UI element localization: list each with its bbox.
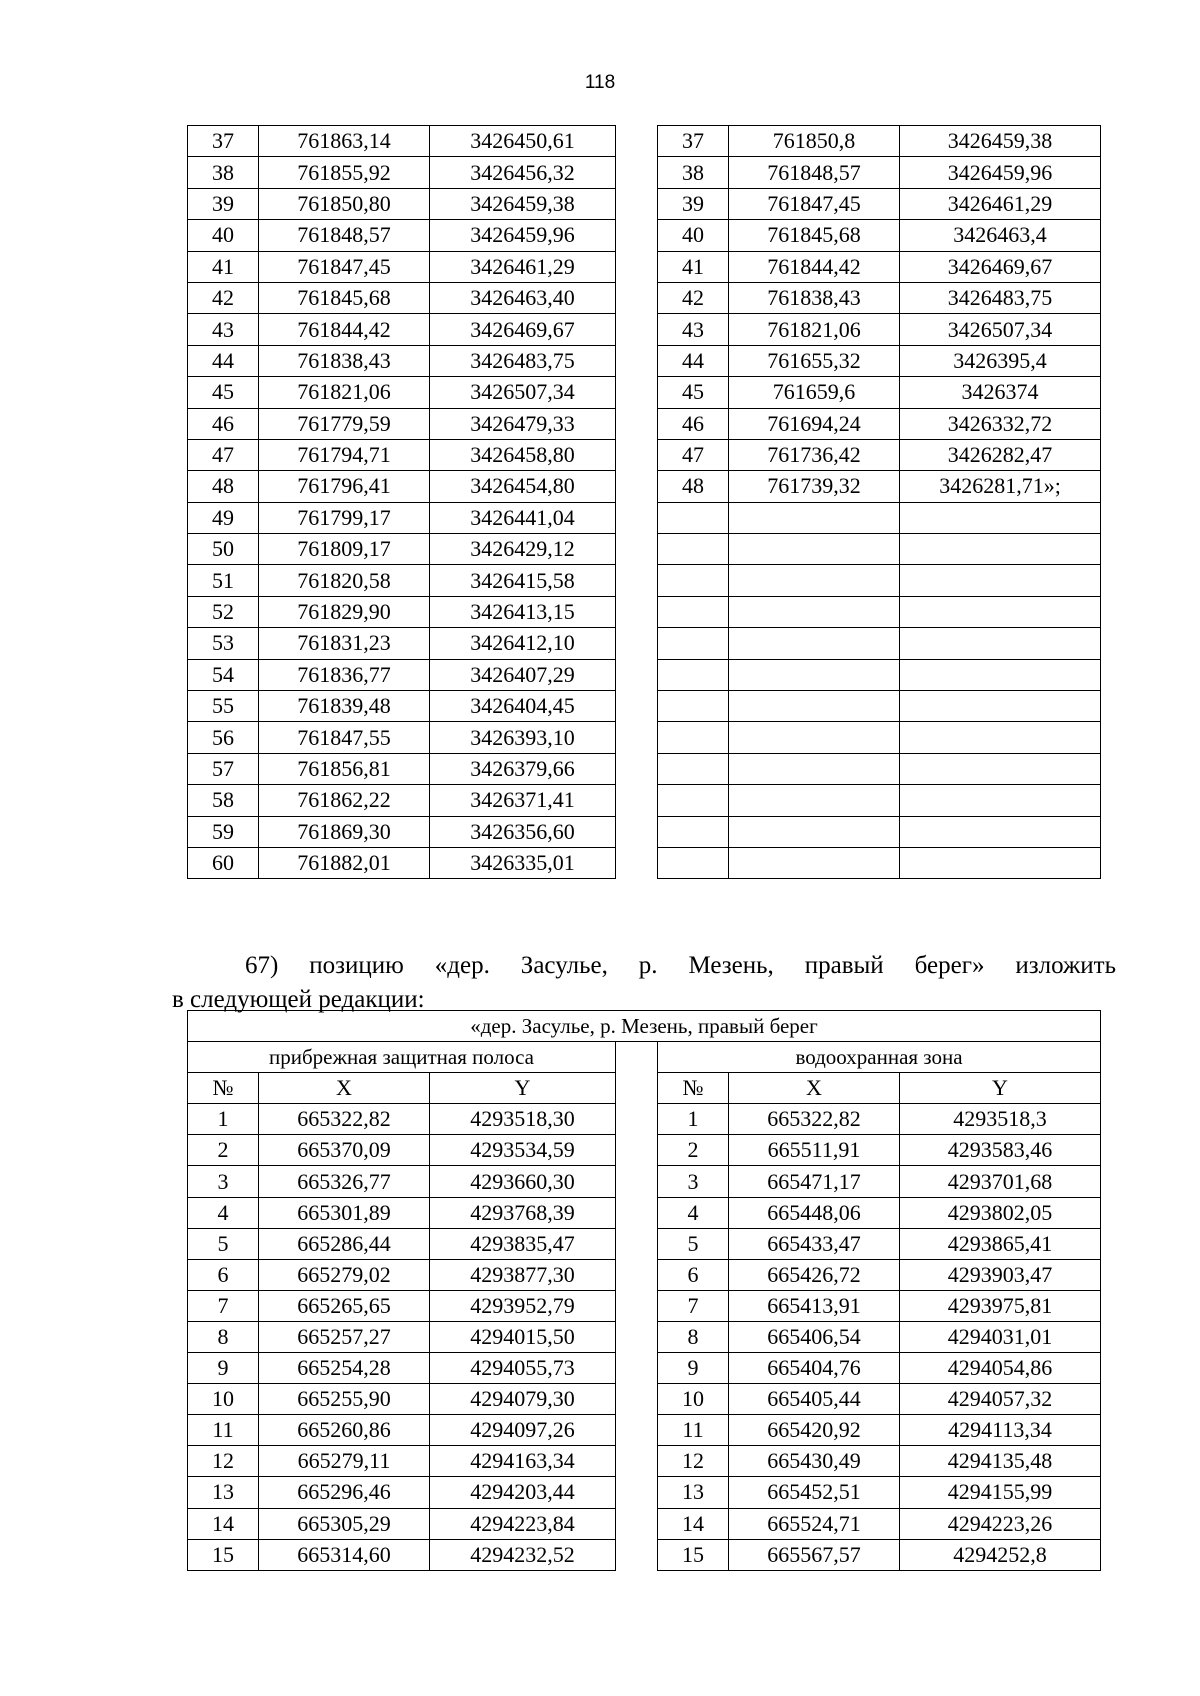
y-coordinate-cell — [900, 691, 1101, 722]
y-coordinate-cell: 4294135,48 — [900, 1446, 1101, 1477]
point-number-cell: 58 — [188, 785, 259, 816]
point-number-cell — [658, 502, 729, 533]
y-coordinate-cell — [900, 628, 1101, 659]
point-number-cell: 6 — [188, 1259, 259, 1290]
point-number-cell — [658, 753, 729, 784]
x-coordinate-cell: 665405,44 — [729, 1384, 900, 1415]
point-number-cell: 44 — [658, 345, 729, 376]
y-coordinate-cell: 3426479,33 — [430, 408, 616, 439]
x-coordinate-cell: 761736,42 — [729, 439, 900, 470]
x-coordinate-cell: 761829,90 — [259, 596, 430, 627]
point-number-cell — [658, 722, 729, 753]
y-coordinate-cell: 3426459,96 — [900, 157, 1101, 188]
point-number-cell: 6 — [658, 1259, 729, 1290]
column-header-number: № — [658, 1073, 729, 1104]
x-coordinate-cell: 665370,09 — [259, 1135, 430, 1166]
y-coordinate-cell: 3426282,47 — [900, 439, 1101, 470]
point-number-cell: 13 — [658, 1477, 729, 1508]
amendment-paragraph-line1: 67) позицию «дер. Засулье, р. Мезень, правый берег» изложить — [245, 952, 1116, 979]
y-coordinate-cell: 3426461,29 — [430, 251, 616, 282]
point-number-cell: 5 — [658, 1228, 729, 1259]
y-coordinate-cell: 4294223,26 — [900, 1508, 1101, 1539]
point-number-cell: 39 — [658, 188, 729, 219]
y-coordinate-cell: 3426483,75 — [430, 345, 616, 376]
x-coordinate-cell — [729, 596, 900, 627]
table-title: «дер. Засулье, р. Мезень, правый берег — [188, 1011, 1101, 1042]
point-number-cell — [658, 596, 729, 627]
y-coordinate-cell: 3426415,58 — [430, 565, 616, 596]
point-number-cell: 8 — [188, 1321, 259, 1352]
x-coordinate-cell: 665433,47 — [729, 1228, 900, 1259]
x-coordinate-cell: 761796,41 — [259, 471, 430, 502]
point-number-cell: 8 — [658, 1321, 729, 1352]
x-coordinate-cell: 665524,71 — [729, 1508, 900, 1539]
point-number-cell: 4 — [658, 1197, 729, 1228]
y-coordinate-cell: 4294054,86 — [900, 1353, 1101, 1384]
point-number-cell: 1 — [658, 1104, 729, 1135]
point-number-cell — [658, 691, 729, 722]
y-coordinate-cell: 3426429,12 — [430, 534, 616, 565]
point-number-cell: 11 — [658, 1415, 729, 1446]
column-header-y: Y — [430, 1073, 616, 1104]
point-number-cell: 42 — [188, 282, 259, 313]
x-coordinate-cell: 761847,45 — [259, 251, 430, 282]
x-coordinate-cell: 665511,91 — [729, 1135, 900, 1166]
point-number-cell: 38 — [658, 157, 729, 188]
point-number-cell: 40 — [658, 220, 729, 251]
point-number-cell: 49 — [188, 502, 259, 533]
section-header-coastal-strip: прибрежная защитная полоса — [188, 1042, 616, 1073]
x-coordinate-cell: 761869,30 — [259, 816, 430, 847]
point-number-cell: 46 — [658, 408, 729, 439]
point-number-cell: 3 — [188, 1166, 259, 1197]
x-coordinate-cell: 761848,57 — [259, 220, 430, 251]
point-number-cell: 37 — [658, 126, 729, 157]
x-coordinate-cell: 761850,80 — [259, 188, 430, 219]
amendment-paragraph-line2: в следующей редакции: — [172, 986, 425, 1013]
column-gap — [616, 1042, 658, 1571]
x-coordinate-cell: 665265,65 — [259, 1290, 430, 1321]
y-coordinate-cell — [900, 502, 1101, 533]
x-coordinate-cell: 665279,11 — [259, 1446, 430, 1477]
y-coordinate-cell: 4294223,84 — [430, 1508, 616, 1539]
y-coordinate-cell: 3426463,40 — [430, 282, 616, 313]
x-coordinate-cell — [729, 628, 900, 659]
y-coordinate-cell: 4293975,81 — [900, 1290, 1101, 1321]
point-number-cell: 11 — [188, 1415, 259, 1446]
y-coordinate-cell: 3426395,4 — [900, 345, 1101, 376]
point-number-cell: 47 — [188, 439, 259, 470]
x-coordinate-cell: 665404,76 — [729, 1353, 900, 1384]
y-coordinate-cell: 4293583,46 — [900, 1135, 1101, 1166]
y-coordinate-cell: 3426356,60 — [430, 816, 616, 847]
x-coordinate-cell: 665430,49 — [729, 1446, 900, 1477]
y-coordinate-cell: 3426393,10 — [430, 722, 616, 753]
x-coordinate-cell: 665452,51 — [729, 1477, 900, 1508]
x-coordinate-cell — [729, 816, 900, 847]
y-coordinate-cell: 3426379,66 — [430, 753, 616, 784]
x-coordinate-cell: 665326,77 — [259, 1166, 430, 1197]
y-coordinate-cell: 3426281,71»; — [900, 471, 1101, 502]
point-number-cell: 38 — [188, 157, 259, 188]
point-number-cell: 45 — [658, 377, 729, 408]
y-coordinate-cell — [900, 816, 1101, 847]
y-coordinate-cell: 4293768,39 — [430, 1197, 616, 1228]
column-header-number: № — [188, 1073, 259, 1104]
x-coordinate-cell: 761838,43 — [729, 282, 900, 313]
x-coordinate-cell: 761794,71 — [259, 439, 430, 470]
point-number-cell: 5 — [188, 1228, 259, 1259]
x-coordinate-cell: 665420,92 — [729, 1415, 900, 1446]
point-number-cell: 1 — [188, 1104, 259, 1135]
point-number-cell: 12 — [658, 1446, 729, 1477]
x-coordinate-cell: 761855,92 — [259, 157, 430, 188]
y-coordinate-cell: 3426407,29 — [430, 659, 616, 690]
point-number-cell: 9 — [188, 1353, 259, 1384]
y-coordinate-cell: 3426450,61 — [430, 126, 616, 157]
table-row — [188, 126, 1101, 157]
x-coordinate-cell — [729, 534, 900, 565]
x-coordinate-cell: 665257,27 — [259, 1321, 430, 1352]
y-coordinate-cell: 4293701,68 — [900, 1166, 1101, 1197]
x-coordinate-cell — [729, 502, 900, 533]
x-coordinate-cell — [729, 847, 900, 878]
column-gap — [616, 126, 658, 879]
y-coordinate-cell: 3426441,04 — [430, 502, 616, 533]
y-coordinate-cell: 4294055,73 — [430, 1353, 616, 1384]
x-coordinate-cell: 761655,32 — [729, 345, 900, 376]
x-coordinate-cell: 761821,06 — [259, 377, 430, 408]
point-number-cell: 57 — [188, 753, 259, 784]
x-coordinate-cell: 761844,42 — [729, 251, 900, 282]
x-coordinate-cell: 761850,8 — [729, 126, 900, 157]
coordinates-table-zasulye — [187, 1010, 1101, 1571]
x-coordinate-cell: 761799,17 — [259, 502, 430, 533]
x-coordinate-cell: 761862,22 — [259, 785, 430, 816]
y-coordinate-cell: 3426335,01 — [430, 847, 616, 878]
point-number-cell: 54 — [188, 659, 259, 690]
y-coordinate-cell: 4293518,30 — [430, 1104, 616, 1135]
x-coordinate-cell: 665260,86 — [259, 1415, 430, 1446]
y-coordinate-cell: 4293534,59 — [430, 1135, 616, 1166]
x-coordinate-cell: 761836,77 — [259, 659, 430, 690]
x-coordinate-cell: 761839,48 — [259, 691, 430, 722]
y-coordinate-cell — [900, 659, 1101, 690]
y-coordinate-cell: 4293903,47 — [900, 1259, 1101, 1290]
x-coordinate-cell: 761844,42 — [259, 314, 430, 345]
point-number-cell: 56 — [188, 722, 259, 753]
y-coordinate-cell: 3426469,67 — [900, 251, 1101, 282]
y-coordinate-cell: 3426374 — [900, 377, 1101, 408]
x-coordinate-cell: 665301,89 — [259, 1197, 430, 1228]
x-coordinate-cell: 761845,68 — [729, 220, 900, 251]
x-coordinate-cell: 665426,72 — [729, 1259, 900, 1290]
y-coordinate-cell: 4294097,26 — [430, 1415, 616, 1446]
point-number-cell: 9 — [658, 1353, 729, 1384]
y-coordinate-cell: 3426459,38 — [900, 126, 1101, 157]
point-number-cell: 15 — [658, 1539, 729, 1570]
y-coordinate-cell: 4294232,52 — [430, 1539, 616, 1570]
x-coordinate-cell: 761739,32 — [729, 471, 900, 502]
point-number-cell: 10 — [188, 1384, 259, 1415]
x-coordinate-cell: 761831,23 — [259, 628, 430, 659]
point-number-cell: 14 — [188, 1508, 259, 1539]
point-number-cell: 45 — [188, 377, 259, 408]
point-number-cell: 7 — [658, 1290, 729, 1321]
y-coordinate-cell — [900, 534, 1101, 565]
point-number-cell: 40 — [188, 220, 259, 251]
x-coordinate-cell: 761820,58 — [259, 565, 430, 596]
point-number-cell: 59 — [188, 816, 259, 847]
section-header-water-zone: водоохранная зона — [658, 1042, 1101, 1073]
point-number-cell: 44 — [188, 345, 259, 376]
x-coordinate-cell — [729, 659, 900, 690]
x-coordinate-cell: 665406,54 — [729, 1321, 900, 1352]
point-number-cell: 51 — [188, 565, 259, 596]
x-coordinate-cell: 761659,6 — [729, 377, 900, 408]
point-number-cell: 2 — [658, 1135, 729, 1166]
point-number-cell: 55 — [188, 691, 259, 722]
y-coordinate-cell: 4293865,41 — [900, 1228, 1101, 1259]
x-coordinate-cell: 665286,44 — [259, 1228, 430, 1259]
x-coordinate-cell: 761838,43 — [259, 345, 430, 376]
point-number-cell: 41 — [188, 251, 259, 282]
x-coordinate-cell: 665567,57 — [729, 1539, 900, 1570]
point-number-cell — [658, 628, 729, 659]
point-number-cell: 7 — [188, 1290, 259, 1321]
x-coordinate-cell: 665322,82 — [729, 1104, 900, 1135]
x-coordinate-cell: 761821,06 — [729, 314, 900, 345]
point-number-cell: 14 — [658, 1508, 729, 1539]
y-coordinate-cell — [900, 785, 1101, 816]
x-coordinate-cell: 761847,45 — [729, 188, 900, 219]
x-coordinate-cell: 665413,91 — [729, 1290, 900, 1321]
y-coordinate-cell: 4293877,30 — [430, 1259, 616, 1290]
point-number-cell: 39 — [188, 188, 259, 219]
y-coordinate-cell: 3426507,34 — [900, 314, 1101, 345]
x-coordinate-cell: 665471,17 — [729, 1166, 900, 1197]
x-coordinate-cell: 665254,28 — [259, 1353, 430, 1384]
y-coordinate-cell: 3426458,80 — [430, 439, 616, 470]
point-number-cell — [658, 785, 729, 816]
point-number-cell: 12 — [188, 1446, 259, 1477]
point-number-cell: 48 — [658, 471, 729, 502]
point-number-cell: 43 — [658, 314, 729, 345]
x-coordinate-cell: 761809,17 — [259, 534, 430, 565]
y-coordinate-cell: 4294163,34 — [430, 1446, 616, 1477]
y-coordinate-cell — [900, 565, 1101, 596]
y-coordinate-cell: 3426454,80 — [430, 471, 616, 502]
y-coordinate-cell: 4294252,8 — [900, 1539, 1101, 1570]
x-coordinate-cell: 665255,90 — [259, 1384, 430, 1415]
point-number-cell: 52 — [188, 596, 259, 627]
x-coordinate-cell — [729, 691, 900, 722]
y-coordinate-cell — [900, 847, 1101, 878]
y-coordinate-cell — [900, 596, 1101, 627]
point-number-cell: 42 — [658, 282, 729, 313]
y-coordinate-cell: 3426456,32 — [430, 157, 616, 188]
y-coordinate-cell — [900, 722, 1101, 753]
y-coordinate-cell: 3426412,10 — [430, 628, 616, 659]
y-coordinate-cell: 3426404,45 — [430, 691, 616, 722]
y-coordinate-cell: 3426461,29 — [900, 188, 1101, 219]
column-header-x: X — [729, 1073, 900, 1104]
y-coordinate-cell — [900, 753, 1101, 784]
point-number-cell — [658, 659, 729, 690]
y-coordinate-cell: 3426413,15 — [430, 596, 616, 627]
y-coordinate-cell: 3426459,38 — [430, 188, 616, 219]
point-number-cell: 3 — [658, 1166, 729, 1197]
x-coordinate-cell: 761882,01 — [259, 847, 430, 878]
point-number-cell: 43 — [188, 314, 259, 345]
y-coordinate-cell: 4293802,05 — [900, 1197, 1101, 1228]
column-header-y: Y — [900, 1073, 1101, 1104]
point-number-cell: 41 — [658, 251, 729, 282]
y-coordinate-cell: 3426459,96 — [430, 220, 616, 251]
y-coordinate-cell: 4294155,99 — [900, 1477, 1101, 1508]
point-number-cell: 37 — [188, 126, 259, 157]
x-coordinate-cell — [729, 785, 900, 816]
y-coordinate-cell: 4294203,44 — [430, 1477, 616, 1508]
y-coordinate-cell: 4293518,3 — [900, 1104, 1101, 1135]
point-number-cell — [658, 847, 729, 878]
y-coordinate-cell: 3426463,4 — [900, 220, 1101, 251]
x-coordinate-cell — [729, 722, 900, 753]
x-coordinate-cell: 761856,81 — [259, 753, 430, 784]
point-number-cell: 15 — [188, 1539, 259, 1570]
point-number-cell: 46 — [188, 408, 259, 439]
point-number-cell — [658, 816, 729, 847]
point-number-cell: 2 — [188, 1135, 259, 1166]
x-coordinate-cell: 761848,57 — [729, 157, 900, 188]
x-coordinate-cell: 761845,68 — [259, 282, 430, 313]
point-number-cell: 48 — [188, 471, 259, 502]
y-coordinate-cell: 4294031,01 — [900, 1321, 1101, 1352]
y-coordinate-cell: 4293952,79 — [430, 1290, 616, 1321]
point-number-cell: 50 — [188, 534, 259, 565]
y-coordinate-cell: 3426371,41 — [430, 785, 616, 816]
x-coordinate-cell: 665296,46 — [259, 1477, 430, 1508]
y-coordinate-cell: 3426507,34 — [430, 377, 616, 408]
point-number-cell — [658, 534, 729, 565]
y-coordinate-cell: 4293835,47 — [430, 1228, 616, 1259]
coordinates-table-continued — [187, 125, 1101, 879]
y-coordinate-cell: 4294015,50 — [430, 1321, 616, 1352]
point-number-cell: 53 — [188, 628, 259, 659]
x-coordinate-cell: 761779,59 — [259, 408, 430, 439]
x-coordinate-cell: 761847,55 — [259, 722, 430, 753]
x-coordinate-cell — [729, 565, 900, 596]
x-coordinate-cell: 761863,14 — [259, 126, 430, 157]
x-coordinate-cell: 665322,82 — [259, 1104, 430, 1135]
point-number-cell — [658, 565, 729, 596]
y-coordinate-cell: 3426332,72 — [900, 408, 1101, 439]
page-number: 118 — [584, 72, 616, 93]
point-number-cell: 47 — [658, 439, 729, 470]
y-coordinate-cell: 4294079,30 — [430, 1384, 616, 1415]
point-number-cell: 4 — [188, 1197, 259, 1228]
point-number-cell: 10 — [658, 1384, 729, 1415]
x-coordinate-cell: 665314,60 — [259, 1539, 430, 1570]
point-number-cell: 13 — [188, 1477, 259, 1508]
x-coordinate-cell: 665279,02 — [259, 1259, 430, 1290]
y-coordinate-cell: 3426483,75 — [900, 282, 1101, 313]
x-coordinate-cell — [729, 753, 900, 784]
y-coordinate-cell: 4294057,32 — [900, 1384, 1101, 1415]
x-coordinate-cell: 665448,06 — [729, 1197, 900, 1228]
column-header-x: X — [259, 1073, 430, 1104]
y-coordinate-cell: 3426469,67 — [430, 314, 616, 345]
x-coordinate-cell: 665305,29 — [259, 1508, 430, 1539]
point-number-cell: 60 — [188, 847, 259, 878]
y-coordinate-cell: 4294113,34 — [900, 1415, 1101, 1446]
x-coordinate-cell: 761694,24 — [729, 408, 900, 439]
y-coordinate-cell: 4293660,30 — [430, 1166, 616, 1197]
